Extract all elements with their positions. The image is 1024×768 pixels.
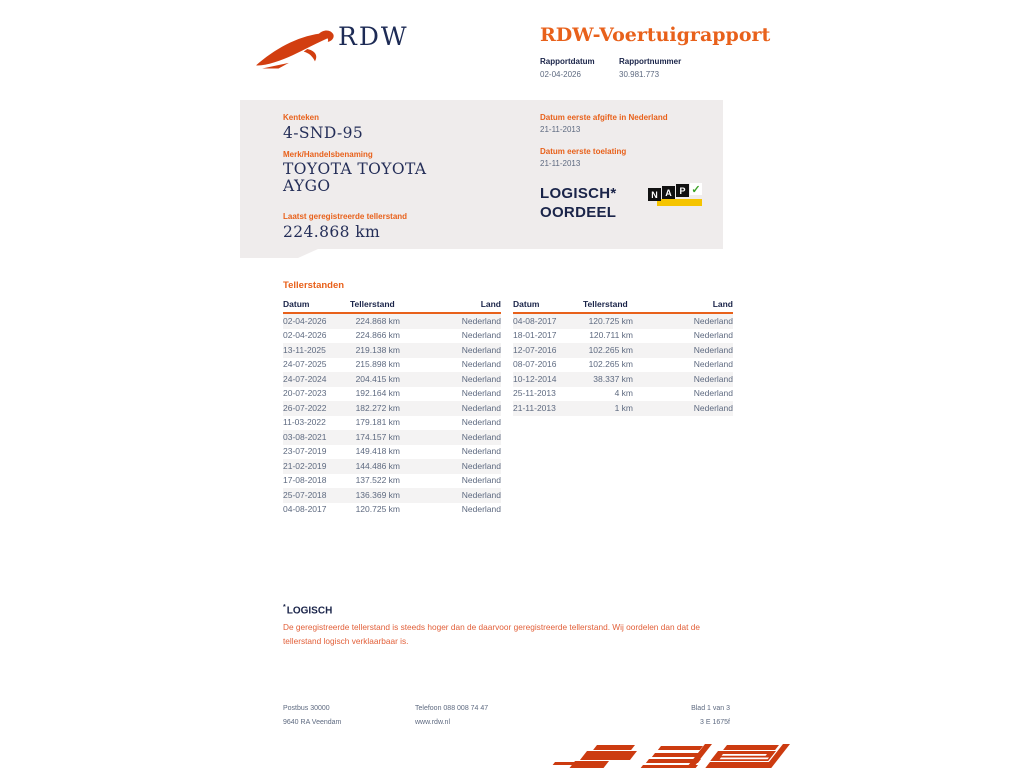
- report-meta: [540, 57, 703, 79]
- report-number-label: Rapportnummer: [619, 57, 682, 66]
- cell-datum: 24-07-2025: [283, 359, 327, 369]
- cell-land: Nederland: [461, 315, 501, 326]
- cell-datum: 02-04-2026: [283, 315, 327, 326]
- cell-tellerstand: 120.711 km: [589, 330, 633, 340]
- tellerstand-label: Laatst geregistreerde tellerstand: [283, 212, 408, 221]
- cell-land: Nederland: [693, 402, 733, 413]
- cell-datum: 18-01-2017: [513, 330, 557, 340]
- cell-land: Nederland: [461, 330, 501, 340]
- cell-tellerstand: 137.522 km: [355, 475, 400, 485]
- cell-tellerstand: 174.157 km: [355, 431, 400, 442]
- cell-land: Nederland: [461, 431, 501, 442]
- cell-tellerstand: 1 km: [614, 402, 633, 413]
- vehicle-summary-box: [240, 100, 723, 249]
- cell-land: Nederland: [693, 388, 733, 398]
- cell-land: Nederland: [461, 504, 501, 514]
- cell-datum: 25-07-2018: [283, 489, 327, 500]
- table-row: [283, 387, 501, 402]
- cell-tellerstand: 120.725 km: [588, 315, 633, 326]
- cell-tellerstand: 224.866 km: [355, 330, 400, 340]
- cell-datum: 10-12-2014: [513, 373, 557, 384]
- cell-land: Nederland: [461, 475, 501, 485]
- table-row: [283, 416, 501, 431]
- cell-datum: 04-08-2017: [283, 504, 327, 514]
- afgifte-label: Datum eerste afgifte in Nederland: [540, 113, 668, 122]
- nap-logo: [648, 183, 702, 208]
- table-row: [283, 459, 501, 474]
- cell-tellerstand: 219.138 km: [355, 344, 400, 355]
- table-row: [513, 372, 733, 387]
- footer-address-line1: Postbus 30000: [283, 705, 330, 712]
- report-date-block: [540, 57, 597, 79]
- cell-land: Nederland: [461, 373, 501, 384]
- table-row: [283, 474, 501, 489]
- footnote-title-text: LOGISCH: [286, 605, 333, 617]
- cell-datum: 26-07-2022: [283, 402, 327, 413]
- cell-land: Nederland: [461, 489, 501, 500]
- report-date-label: Rapportdatum: [540, 57, 595, 66]
- tellerstanden-section: [283, 280, 733, 517]
- report-number-block: [619, 57, 681, 79]
- cell-datum: 08-07-2016: [513, 359, 557, 369]
- rdw-wordmark: RDW: [338, 22, 409, 51]
- kenteken-label: Kenteken: [283, 113, 320, 122]
- cell-land: Nederland: [461, 446, 501, 456]
- cell-tellerstand: 179.181 km: [355, 417, 400, 427]
- afgifte-value: 21-11-2013: [540, 125, 581, 134]
- cell-tellerstand: 182.272 km: [355, 402, 400, 413]
- footer-address-line2: 9640 RA Veendam: [283, 719, 342, 726]
- cell-tellerstand: 120.725 km: [355, 504, 400, 514]
- footer-contact: [415, 702, 488, 730]
- cell-tellerstand: 192.164 km: [355, 388, 400, 398]
- header-tellerstand: Tellerstand: [583, 297, 673, 313]
- header-datum: Datum: [513, 297, 583, 313]
- table-header-row: [283, 297, 501, 313]
- cell-land: Nederland: [461, 402, 501, 413]
- report-title: RDW-Voertuigrapport: [540, 24, 771, 46]
- table-row: [513, 329, 733, 344]
- cell-tellerstand: 102.265 km: [588, 359, 633, 369]
- report-number-value: 30.981.773: [619, 70, 660, 79]
- footnote-text: De geregistreerde tellerstand is steeds hoger dan de daarvoor geregistreerde tellerstand. Wij oordelen dan dat de tellerstand logisch verklaarbaar is.: [283, 622, 700, 646]
- cell-tellerstand: 4 km: [614, 388, 633, 398]
- table-row: [283, 343, 501, 358]
- cell-tellerstand: 136.369 km: [355, 489, 400, 500]
- header-land: Land: [440, 297, 501, 313]
- cell-land: Nederland: [461, 344, 501, 355]
- cell-land: Nederland: [461, 388, 501, 398]
- cell-datum: 21-11-2013: [513, 402, 556, 413]
- footer-doc-code: 3 E 1675f: [700, 719, 730, 726]
- report-date-value: 02-04-2026: [540, 70, 581, 79]
- table-row: [283, 488, 501, 503]
- cell-tellerstand: 215.898 km: [355, 359, 400, 369]
- merk-line1: TOYOTA TOYOTA: [283, 160, 427, 178]
- table-row: [283, 430, 501, 445]
- table-row: [283, 372, 501, 387]
- nap-yellow-bar: [657, 199, 702, 206]
- footer-address: [283, 702, 341, 730]
- footnote-asterisk: *: [283, 604, 286, 611]
- cell-datum: 13-11-2025: [283, 344, 326, 355]
- cell-datum: 24-07-2024: [283, 373, 327, 384]
- merk-line2: AYGO: [283, 177, 331, 195]
- footer-page-number: Blad 1 van 3: [691, 705, 730, 712]
- table-row: [513, 313, 733, 329]
- cell-land: Nederland: [461, 460, 501, 471]
- merk-label: Merk/Handelsbenaming: [283, 150, 373, 159]
- header-land: Land: [673, 297, 733, 313]
- cell-land: Nederland: [461, 417, 501, 427]
- tellerstanden-title: Tellerstanden: [283, 280, 345, 291]
- table-header-row: [513, 297, 733, 313]
- oordeel-line2: OORDEEL: [540, 204, 617, 221]
- cell-land: Nederland: [693, 373, 733, 384]
- cell-datum: 21-02-2019: [283, 460, 327, 471]
- table-row: [283, 503, 501, 518]
- tellerstand-value: 224.868 km: [283, 223, 381, 241]
- footnote-title: [283, 604, 711, 616]
- cell-land: Nederland: [693, 315, 733, 326]
- table-row: [283, 401, 501, 416]
- cell-datum: 20-07-2023: [283, 388, 327, 398]
- cell-datum: 11-03-2022: [283, 417, 326, 427]
- cell-tellerstand: 38.337 km: [593, 373, 633, 384]
- footer-phone: Telefoon 088 008 74 47: [415, 705, 489, 712]
- header-datum: Datum: [283, 297, 350, 313]
- table-row: [513, 343, 733, 358]
- oordeel-text: [540, 184, 617, 222]
- cell-tellerstand: 224.868 km: [355, 315, 400, 326]
- cell-tellerstand: 149.418 km: [355, 446, 400, 456]
- nap-check-icon: ✓: [691, 183, 701, 196]
- cell-datum: 04-08-2017: [513, 315, 557, 326]
- footer-page-info: [640, 702, 730, 730]
- nap-letter-n: N: [648, 188, 661, 201]
- table-row: [283, 445, 501, 460]
- table-row: [513, 358, 733, 373]
- tellerstanden-table-right: [513, 297, 733, 416]
- table-row: [283, 358, 501, 373]
- table-row: [513, 401, 733, 416]
- table-row: [283, 313, 501, 329]
- cell-datum: 23-07-2019: [283, 446, 327, 456]
- footer-stripes-graphic: [545, 741, 790, 768]
- cell-tellerstand: 204.415 km: [355, 373, 400, 384]
- cell-tellerstand: 144.486 km: [355, 460, 400, 471]
- table-row: [513, 387, 733, 402]
- cell-datum: 25-11-2013: [513, 388, 556, 398]
- cell-land: Nederland: [693, 359, 733, 369]
- cell-land: Nederland: [693, 330, 733, 340]
- cell-datum: 03-08-2021: [283, 431, 327, 442]
- footer-website: www.rdw.nl: [415, 719, 451, 726]
- toelating-value: 21-11-2013: [540, 159, 581, 168]
- cell-land: Nederland: [693, 344, 733, 355]
- nap-letter-p: P: [676, 184, 689, 197]
- kenteken-value: 4-SND-95: [283, 124, 364, 142]
- tellerstanden-table-left: [283, 297, 501, 517]
- merk-value: [283, 161, 426, 195]
- cell-datum: 17-08-2018: [283, 475, 327, 485]
- cell-datum: 12-07-2016: [513, 344, 557, 355]
- oordeel-line1: LOGISCH*: [540, 185, 617, 202]
- cell-land: Nederland: [461, 359, 501, 369]
- tellerstanden-tables: [283, 297, 733, 517]
- toelating-label: Datum eerste toelating: [540, 147, 627, 156]
- header-tellerstand: Tellerstand: [350, 297, 440, 313]
- cell-tellerstand: 102.265 km: [588, 344, 633, 355]
- logisch-footnote: [283, 604, 711, 648]
- nap-letter-a: A: [662, 186, 675, 199]
- table-row: [283, 329, 501, 344]
- rdw-bird-logo-icon: [256, 26, 336, 70]
- cell-datum: 02-04-2026: [283, 330, 327, 340]
